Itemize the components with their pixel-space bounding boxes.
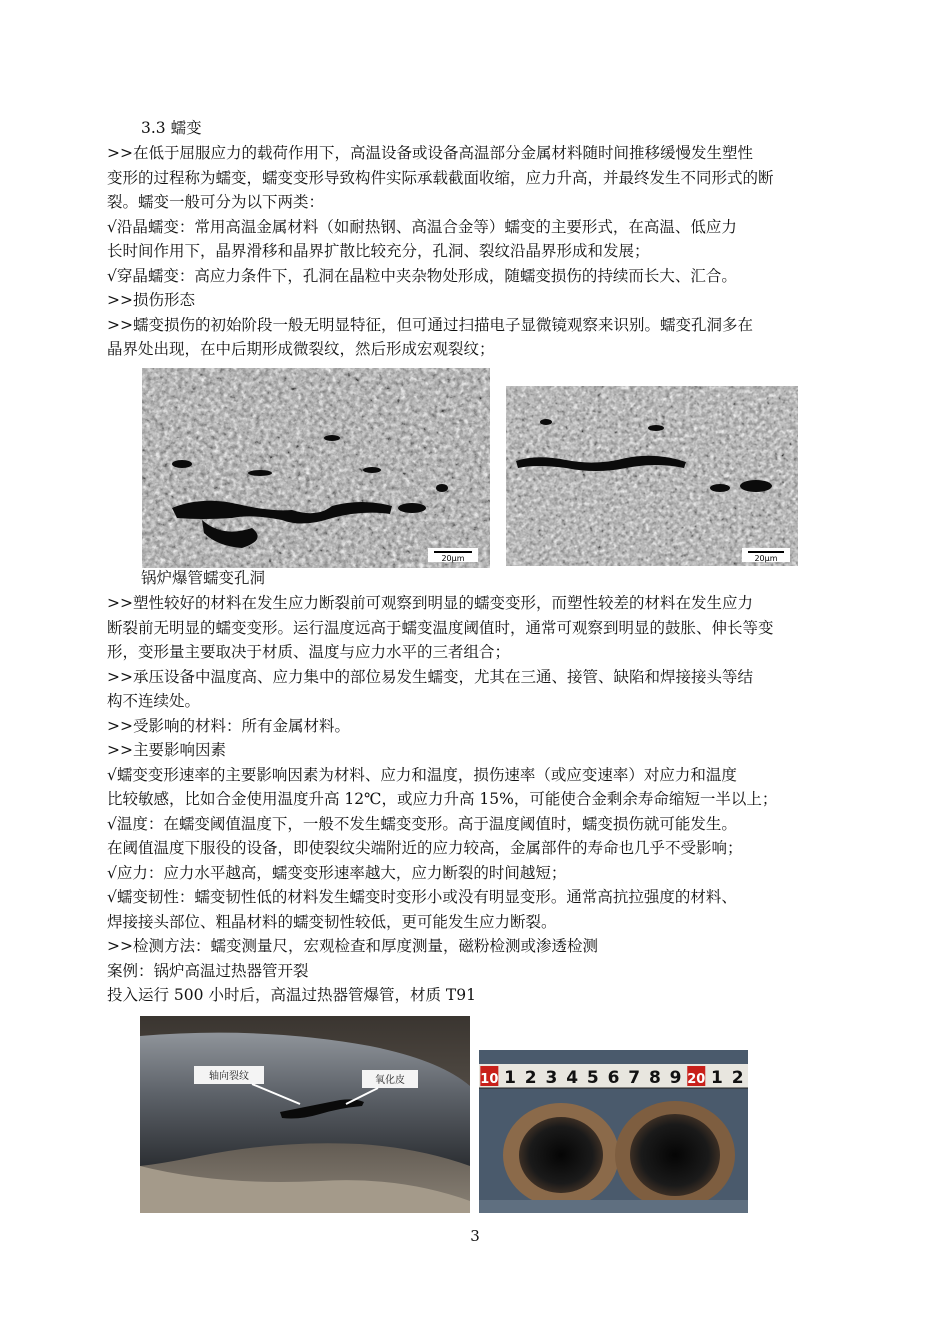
paragraph-block-2 (107, 591, 859, 1008)
ruler-number: 10 (480, 1072, 499, 1087)
text-line: 晶界处出现，在中后期形成微裂纹，然后形成宏观裂纹； (107, 340, 495, 358)
text-line: √温度：在蠕变阈值温度下，一般不发生蠕变变形。高于温度阈值时，蠕变损伤就可能发生。 (107, 814, 737, 833)
ruler-number: 5 (586, 1068, 599, 1088)
ruler-number: 1 (711, 1068, 723, 1088)
text-line: >>主要影响因素 (107, 741, 226, 759)
ruler-number: 3 (545, 1068, 558, 1088)
label-oxide: 氧化皮 (375, 1075, 405, 1086)
tube-cross-section-photo (479, 1050, 748, 1213)
page-number: 3 (470, 1227, 480, 1245)
text-line: 案例：锅炉高温过热器管开裂 (107, 961, 309, 980)
ruler-number: 20 (687, 1072, 706, 1087)
text-line: 构不连续处。 (107, 692, 201, 710)
cracked-tube-photo (140, 1016, 470, 1213)
text-line: >>承压设备中温度高、应力集中的部位易发生蠕变，尤其在三通、接管、缺陷和焊接接头等结 (107, 667, 753, 686)
label-axial-crack: 轴向裂纹 (209, 1071, 249, 1082)
text-line: >>受影响的材料：所有金属材料。 (107, 716, 350, 735)
ruler-number: 2 (731, 1068, 744, 1088)
text-line: >>检测方法：蠕变测量尺，宏观检查和厚度测量，磁粉检测或渗透检测 (107, 937, 598, 955)
ruler-number: 8 (648, 1068, 661, 1088)
text-line: >>蠕变损伤的初始阶段一般无明显特征，但可通过扫描电子显微镜观察来识别。蠕变孔洞多在 (107, 315, 753, 334)
paragraph-block-1 (107, 141, 859, 362)
text-line: 形，变形量主要取决于材质、温度与应力水平的三者组合； (107, 643, 511, 661)
text-line: √蠕变变形速率的主要影响因素为材料、应力和温度，损伤速率（或应变速率）对应力和温度 (107, 765, 737, 784)
micrograph-right (506, 386, 798, 566)
micrograph-left (142, 368, 490, 568)
text-line: √蠕变韧性：蠕变韧性低的材料发生蠕变时变形小或没有明显变形。通常高抗拉强度的材料、 (107, 888, 737, 906)
text-line: 焊接接头部位、粗晶材料的蠕变韧性较低，更可能发生应力断裂。 (107, 912, 557, 931)
text-line: √沿晶蠕变：常用高温金属材料（如耐热钢、高温合金等）蠕变的主要形式，在高温、低应力 (107, 217, 737, 236)
figure-caption: 锅炉爆管蠕变孔洞 (141, 569, 266, 587)
text-line: >>在低于屈服应力的载荷作用下，高温设备或设备高温部分金属材料随时间推移缓慢发生塑性 (107, 144, 753, 162)
section-heading: 3.3 蠕变 (141, 119, 202, 137)
ruler-number: 2 (524, 1068, 537, 1088)
text-line: >>塑性较好的材料在发生应力断裂前可观察到明显的蠕变变形，而塑性较差的材料在发生应力 (107, 594, 753, 612)
ruler-number: 6 (607, 1068, 620, 1088)
scale-bar-label: 20μm (754, 554, 778, 563)
text-line: 变形的过程称为蠕变，蠕变变形导致构件实际承载截面收缩，应力升高，并最终发生不同形式的断 (107, 168, 774, 187)
text-line: 裂。蠕变一般可分为以下两类： (107, 193, 325, 211)
figure-caption-line (107, 566, 859, 591)
text-line: 投入运行 500 小时后，高温过热器管爆管，材质 T91 (107, 986, 476, 1004)
text-line: >>损伤形态 (107, 291, 195, 309)
ruler-number: 9 (669, 1068, 682, 1088)
text-line: 长时间作用下，晶界滑移和晶界扩散比较充分，孔洞、裂纹沿晶界形成和发展； (107, 242, 650, 260)
ruler-number: 1 (504, 1068, 516, 1088)
section-heading-line (107, 116, 859, 141)
ruler-number: 7 (628, 1068, 641, 1088)
text-line: √应力：应力水平越高，蠕变变形速率越大，应力断裂的时间越短； (107, 863, 567, 882)
text-line: 比较敏感，比如合金使用温度升高 12℃，或应力升高 15%，可能使合金剩余寿命缩短一半以上； (107, 790, 778, 808)
text-line: √穿晶蠕变：高应力条件下，孔洞在晶粒中夹杂物处形成，随蠕变损伤的持续而长大、汇合。 (107, 266, 737, 285)
ruler-number: 4 (566, 1068, 579, 1088)
text-line: 断裂前无明显的蠕变变形。运行温度远高于蠕变温度阈值时，通常可观察到明显的鼓胀、伸长等变 (107, 618, 774, 637)
text-line: 在阈值温度下服役的设备，即使裂纹尖端附近的应力较高，金属部件的寿命也几乎不受影响； (107, 839, 743, 857)
scale-bar-label: 20μm (441, 554, 465, 563)
